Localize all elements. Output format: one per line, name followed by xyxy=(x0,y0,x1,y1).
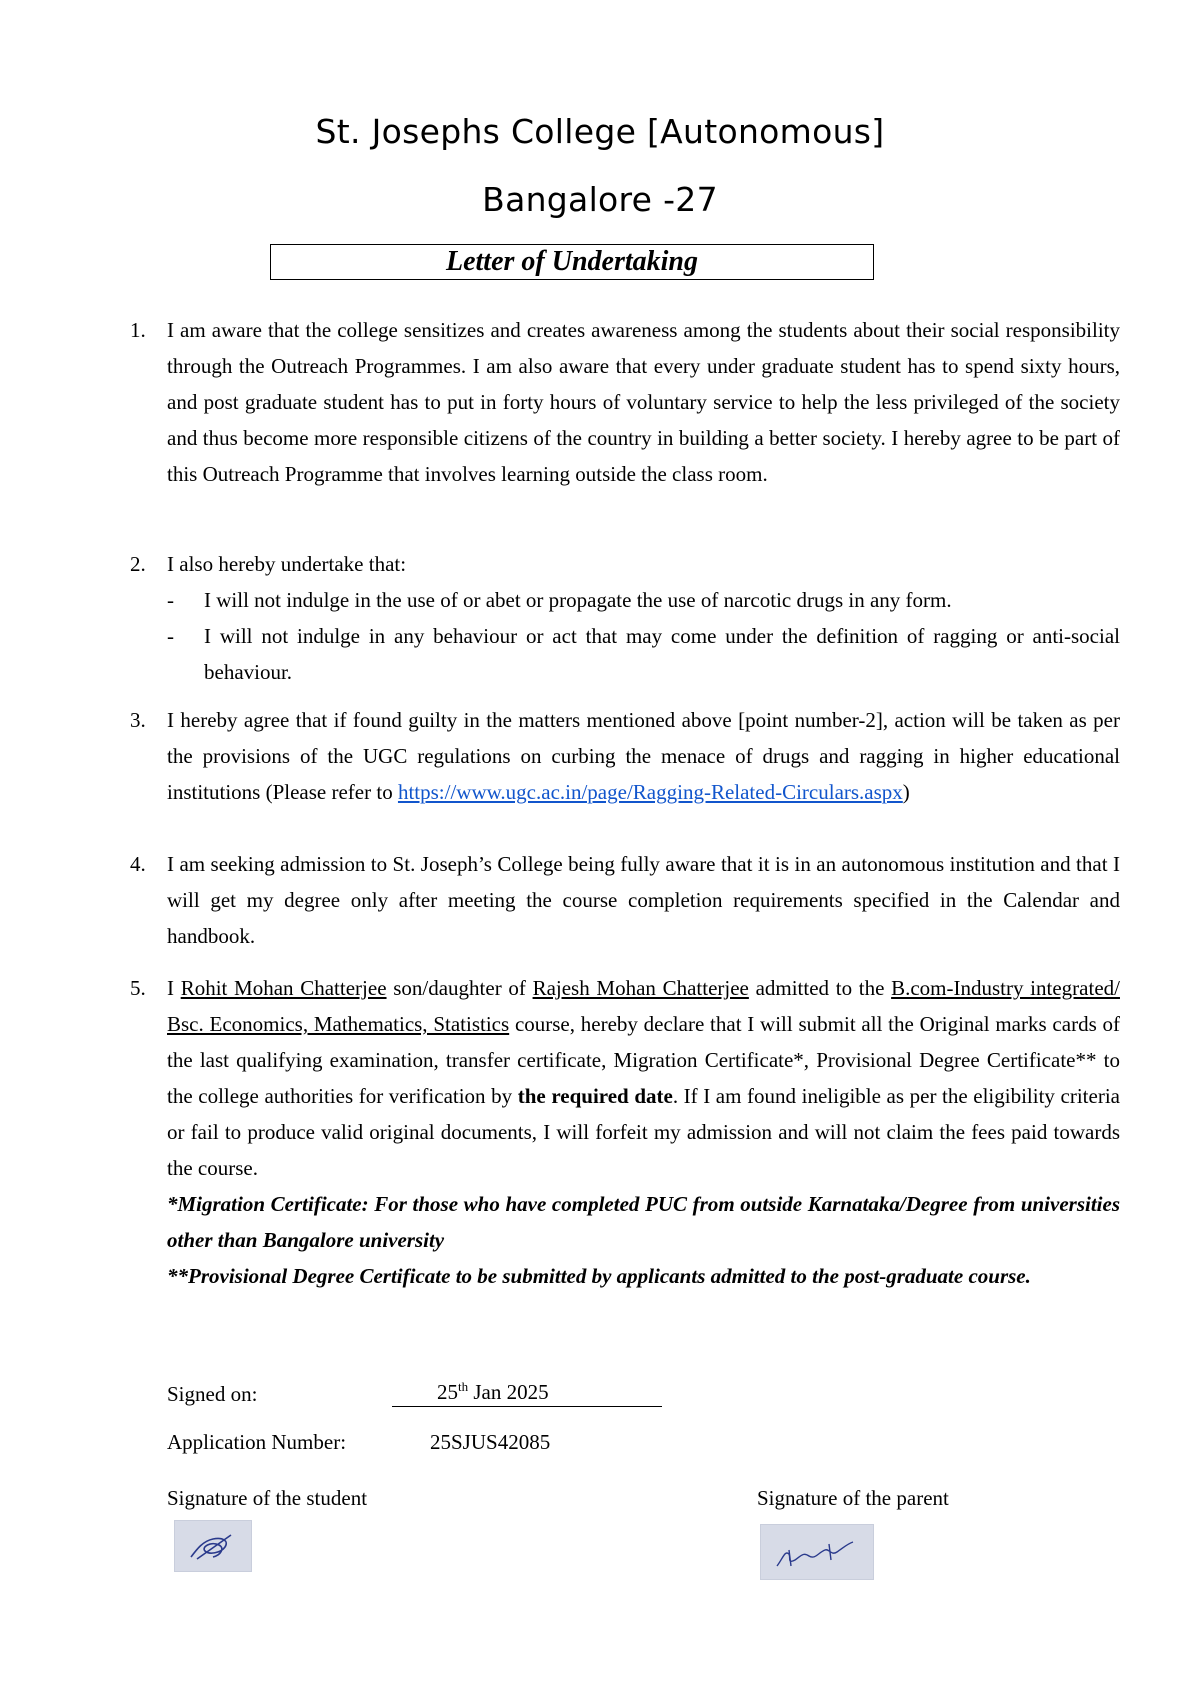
student-signature-scribble xyxy=(183,1527,243,1565)
student-signature-image xyxy=(174,1520,252,1572)
ugc-link[interactable]: https://www.ugc.ac.in/page/Ragging-Related-Circulars.aspx xyxy=(397,780,903,804)
sub-bullet xyxy=(167,582,1120,618)
list-item-4 xyxy=(130,846,1120,954)
bullet-text: I will not indulge in any behaviour or act that may come under the definition of ragging or anti-social behaviour. xyxy=(204,624,1120,684)
item-text: admitted to the xyxy=(755,976,885,1000)
migration-note: *Migration Certificate: For those who have completed PUC from outside Karnataka/Degree from universities other than Bangalore university xyxy=(167,1192,1120,1252)
application-number-label: Application Number: xyxy=(167,1430,347,1454)
list-item-2 xyxy=(130,546,1120,690)
item-text: . If I am found ineligible as per the eligibility criteria or fail to produce valid original documents, I will forfeit my admission and will not claim the fees paid towards the course. xyxy=(167,1084,1120,1180)
signed-day: 25 xyxy=(437,1380,458,1404)
letter-title: Letter of Undertaking xyxy=(270,244,874,280)
college-name: St. Josephs College [Autonomous] xyxy=(315,112,885,151)
required-date-bold: the required date xyxy=(517,1084,673,1108)
item-text-end: ) xyxy=(902,780,910,804)
signed-on-value xyxy=(392,1379,662,1407)
item-number: 1. xyxy=(130,318,146,342)
parent-signature-scribble xyxy=(767,1530,867,1574)
parent-signature-label: Signature of the parent xyxy=(757,1486,949,1510)
list-item-3 xyxy=(130,702,1120,810)
item-number: 5. xyxy=(130,976,146,1000)
item-text: I hereby agree that if found guilty in the matters mentioned above [point number-2], action will be taken as per the provisions of the UGC regulations on curbing the menace of drugs and ragging in higher educational institutions (Please refer to xyxy=(167,708,1120,804)
item-text: I am seeking admission to St. Joseph’s College being fully aware that it is in an autonomous institution and that I will get my degree only after meeting the course completion requirements specified in the Calendar and handbook. xyxy=(167,852,1120,948)
item-text: course, hereby declare that I will submit all the Original marks cards of the last qualifying examination, transfer certificate, Migration Certificate*, Provisional Degree Certificate** to the college authorities for verification by xyxy=(167,1012,1120,1108)
parent-signature-image xyxy=(760,1524,874,1580)
signed-on-label: Signed on: xyxy=(167,1382,258,1406)
list-item-5 xyxy=(130,970,1120,1294)
sub-bullet xyxy=(167,618,1120,690)
bullet-text: I will not indulge in the use of or abet or propagate the use of narcotic drugs in any form. xyxy=(204,588,952,612)
list-item-1 xyxy=(130,312,1120,492)
bullet-dash: - xyxy=(167,588,174,612)
course-name: B.com-Industry integrated/ Bsc. Economics, Mathematics, Statistics xyxy=(167,976,1120,1036)
provisional-note: **Provisional Degree Certificate to be submitted by applicants admitted to the post-graduate course. xyxy=(167,1264,1031,1288)
item-text: I am aware that the college sensitizes and creates awareness among the students about their social responsibility through the Outreach Programmes. I am also aware that every under graduate student has to spend sixty hours, and post graduate student has to put in forty hours of voluntary service to help the less privileged of the society and thus become more responsible citizens of the country in building a better society. I hereby agree to be part of this Outreach Programme that involves learning outside the class room. xyxy=(167,318,1120,486)
item-number: 2. xyxy=(130,552,146,576)
parent-name: Rajesh Mohan Chatterjee xyxy=(532,976,749,1000)
signed-rest: Jan 2025 xyxy=(473,1380,549,1404)
item-text: son/daughter of xyxy=(393,976,526,1000)
student-signature-label: Signature of the student xyxy=(167,1486,368,1510)
item-text: I also hereby undertake that: xyxy=(167,552,407,576)
signed-suffix: th xyxy=(458,1379,469,1394)
application-number-value: 25SJUS42085 xyxy=(430,1430,551,1454)
item-number: 4. xyxy=(130,852,146,876)
college-city: Bangalore -27 xyxy=(482,180,718,219)
item-text: I xyxy=(167,976,174,1000)
item-number: 3. xyxy=(130,708,146,732)
bullet-dash: - xyxy=(167,624,174,648)
student-name: Rohit Mohan Chatterjee xyxy=(180,976,387,1000)
